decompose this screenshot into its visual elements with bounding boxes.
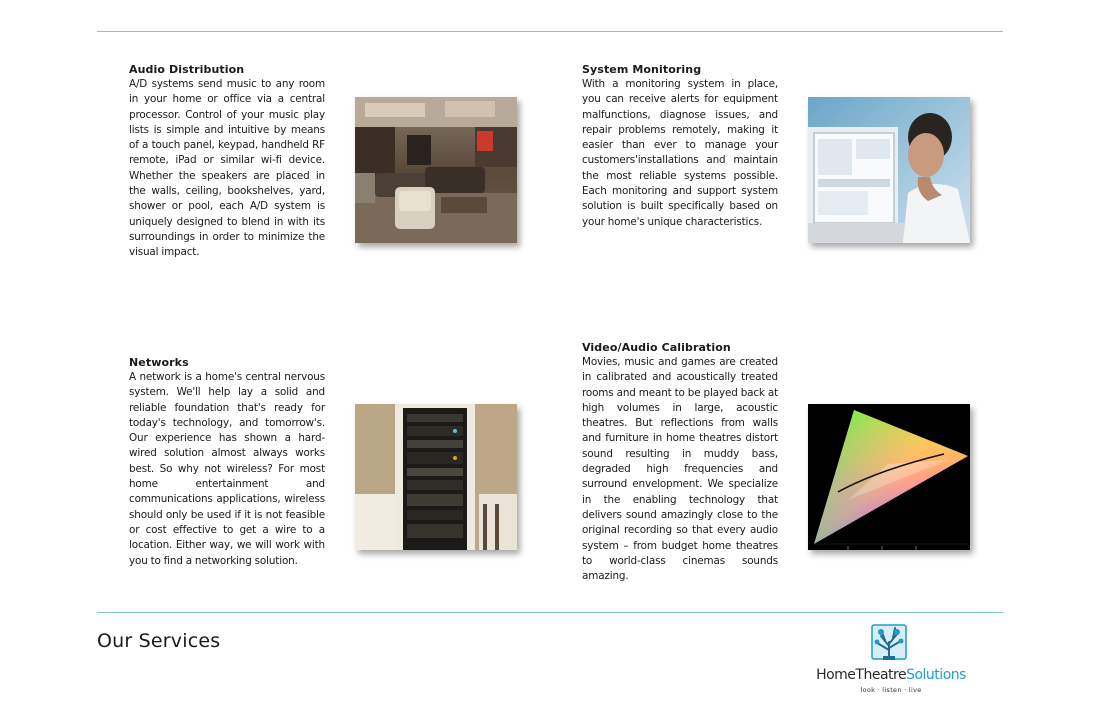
- section-audio-distribution: [129, 63, 325, 261]
- page-title: Our Services: [97, 630, 221, 652]
- section-body: A network is a home's central nervous system. We'll help lay a solid and reliable foundation that's ready for today's technology, and tomorrow's. Our experience has shown a hard-wired solution almost always works best. So why not wireless? For most home entertainment and communications applications, wireless should only be used if it is not feasible or cost effective to get a wire to a location. Either way, we will work with you to find a networking solution.: [129, 371, 325, 567]
- company-logo: [806, 624, 976, 696]
- section-body: With a monitoring system in place, you can receive alerts for equipment malfunctions, diagnose issues, and repair problems remotely, making it easier than ever to manage your customers'installations and maintain the most reliable systems possible. Each monitoring and support system solution is built specifically based on your home's unique characteristics.: [582, 78, 778, 228]
- section-heading: System Monitoring: [582, 63, 702, 76]
- color-gamut-image: [808, 404, 970, 550]
- logo-name-part1: HomeTheatre: [816, 667, 907, 683]
- logo-wordmark: [806, 667, 976, 683]
- tree-emblem-icon: [871, 624, 907, 662]
- section-heading: Video/Audio Calibration: [582, 341, 731, 354]
- section-calibration: [582, 341, 778, 584]
- logo-tagline: look · listen · live: [860, 686, 922, 694]
- section-networks: [129, 356, 325, 569]
- section-body: Movies, music and games are created in calibrated and acoustically treated rooms and meant to be played back at high volumes in large, acoustic theatres. But reflections from walls and furniture in home theatres distort sound resulting in muddy bass, degraded high frequencies and surround envelopment. We specialize in the enabling technology that delivers sound amazingly close to the original recording so that every audio system – from budget home theatres to world-class cinemas sounds amazing.: [582, 356, 778, 583]
- bottom-divider: [97, 612, 1003, 613]
- section-system-monitoring: [582, 63, 778, 230]
- monitoring-photo: [808, 97, 970, 243]
- section-heading: Networks: [129, 356, 189, 369]
- section-heading: Audio Distribution: [129, 63, 245, 76]
- logo-name-part2: Solutions: [906, 667, 966, 683]
- equipment-rack-photo: [355, 404, 517, 550]
- top-divider: [97, 31, 1003, 32]
- living-room-photo: [355, 97, 517, 243]
- section-body: A/D systems send music to any room in your home or office via a central processor. Control of your music play lists is simple and intuitive by means of a touch panel, keypad, handheld RF remote, iPad or similar wi-fi device. Whether the speakers are placed in the walls, ceiling, bookshelves, yard, shower or pool, each A/D system is uniquely designed to blend in with its surroundings in order to minimize the visual impact.: [129, 78, 325, 259]
